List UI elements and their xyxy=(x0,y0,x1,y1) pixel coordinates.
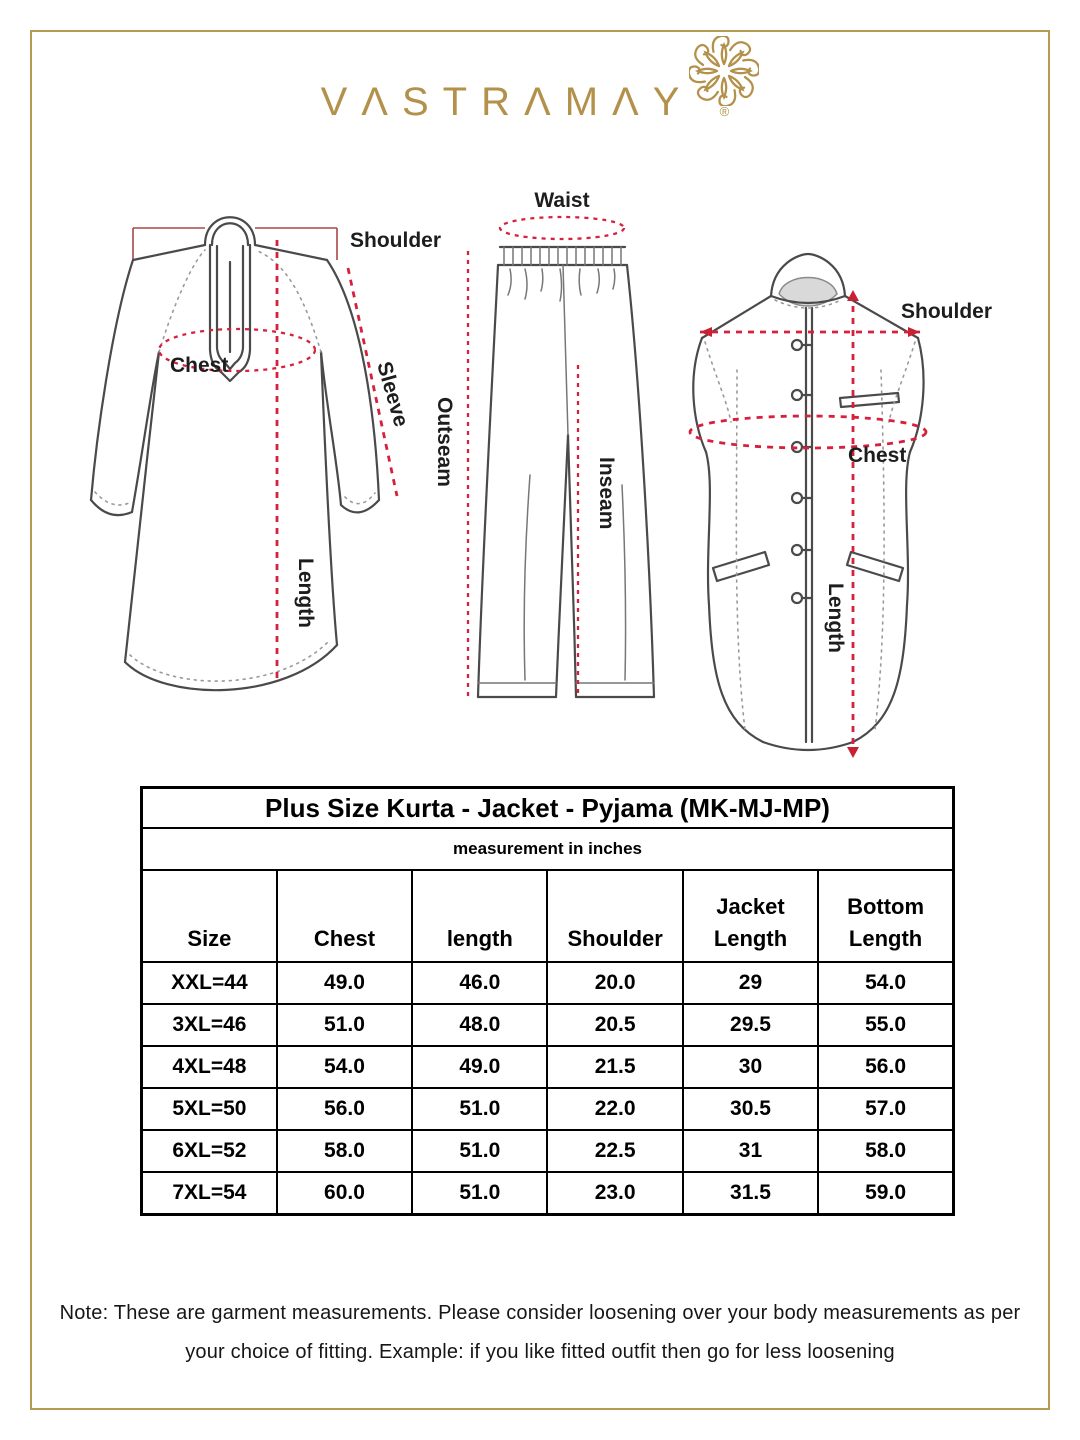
size-cell: 7XL=54 xyxy=(142,1172,277,1215)
size-chart-table xyxy=(140,786,955,1216)
column-header-size: Size xyxy=(142,870,277,962)
jacket-length-label: Length xyxy=(824,583,847,653)
length-cell: 51.0 xyxy=(412,1088,547,1130)
table-header-row xyxy=(142,870,954,962)
chest-cell: 56.0 xyxy=(277,1088,412,1130)
table-row xyxy=(142,1004,954,1046)
bottom-length-cell: 55.0 xyxy=(818,1004,953,1046)
length-cell: 46.0 xyxy=(412,962,547,1004)
kurta-shoulder-label: Shoulder xyxy=(350,229,442,252)
bottom-length-cell: 59.0 xyxy=(818,1172,953,1215)
pyjama-measurement-diagram xyxy=(430,185,680,735)
shoulder-cell: 20.0 xyxy=(547,962,682,1004)
size-cell: 3XL=46 xyxy=(142,1004,277,1046)
column-header-jacket-length: Jacket Length xyxy=(683,870,818,962)
jacket-chest-label: Chest xyxy=(848,444,907,467)
chest-cell: 60.0 xyxy=(277,1172,412,1215)
table-row xyxy=(142,962,954,1004)
shoulder-cell: 20.5 xyxy=(547,1004,682,1046)
jacket-length-cell: 31.5 xyxy=(683,1172,818,1215)
column-header-bottom-length: Bottom Length xyxy=(818,870,953,962)
size-cell: 5XL=50 xyxy=(142,1088,277,1130)
jacket-length-cell: 30.5 xyxy=(683,1088,818,1130)
table-row xyxy=(142,1130,954,1172)
measurement-note: Note: These are garment measurements. Please consider loosening over your body measurements as per your choice of fitting. Example: if you like fitted outfit then go for less loosening xyxy=(59,1302,1021,1363)
size-cell: XXL=44 xyxy=(142,962,277,1004)
length-cell: 51.0 xyxy=(412,1172,547,1215)
jacket-shoulder-label: Shoulder xyxy=(901,300,993,323)
shoulder-cell: 22.5 xyxy=(547,1130,682,1172)
length-cell: 48.0 xyxy=(412,1004,547,1046)
jacket-measurement-diagram xyxy=(675,250,995,770)
column-header-length: length xyxy=(412,870,547,962)
bottom-length-cell: 54.0 xyxy=(818,962,953,1004)
table-row xyxy=(142,1088,954,1130)
brand-logo xyxy=(0,36,1080,122)
chest-cell: 51.0 xyxy=(277,1004,412,1046)
bottom-length-cell: 56.0 xyxy=(818,1046,953,1088)
floral-mandala-icon xyxy=(689,36,759,106)
shoulder-cell: 23.0 xyxy=(547,1172,682,1215)
table-subtitle-row xyxy=(142,828,954,870)
kurta-sleeve-label: Sleeve xyxy=(372,359,413,430)
size-cell: 4XL=48 xyxy=(142,1046,277,1088)
registered-mark: ® xyxy=(719,104,730,119)
pyjama-inseam-label: Inseam xyxy=(595,457,618,530)
size-cell: 6XL=52 xyxy=(142,1130,277,1172)
table-row xyxy=(142,1046,954,1088)
jacket-length-cell: 29.5 xyxy=(683,1004,818,1046)
column-header-shoulder: Shoulder xyxy=(547,870,682,962)
shoulder-cell: 21.5 xyxy=(547,1046,682,1088)
chest-cell: 54.0 xyxy=(277,1046,412,1088)
column-header-chest: Chest xyxy=(277,870,412,962)
kurta-measurement-diagram xyxy=(75,200,445,735)
bottom-length-cell: 57.0 xyxy=(818,1088,953,1130)
kurta-chest-label: Chest xyxy=(170,354,229,377)
bottom-length-cell: 58.0 xyxy=(818,1130,953,1172)
length-cell: 49.0 xyxy=(412,1046,547,1088)
pyjama-outseam-label: Outseam xyxy=(433,397,456,487)
pyjama-waist-label: Waist xyxy=(534,189,590,212)
jacket-length-cell: 29 xyxy=(683,962,818,1004)
chest-cell: 58.0 xyxy=(277,1130,412,1172)
brand-name: VΛSTRΛMΛY xyxy=(320,80,694,124)
table-title-row xyxy=(142,788,954,829)
jacket-length-cell: 31 xyxy=(683,1130,818,1172)
table-subtitle: measurement in inches xyxy=(142,828,954,870)
kurta-length-label: Length xyxy=(294,558,317,628)
length-cell: 51.0 xyxy=(412,1130,547,1172)
shoulder-cell: 22.0 xyxy=(547,1088,682,1130)
table-row xyxy=(142,1172,954,1215)
table-title: Plus Size Kurta - Jacket - Pyjama (MK-MJ-MP) xyxy=(142,788,954,829)
jacket-length-cell: 30 xyxy=(683,1046,818,1088)
chest-cell: 49.0 xyxy=(277,962,412,1004)
